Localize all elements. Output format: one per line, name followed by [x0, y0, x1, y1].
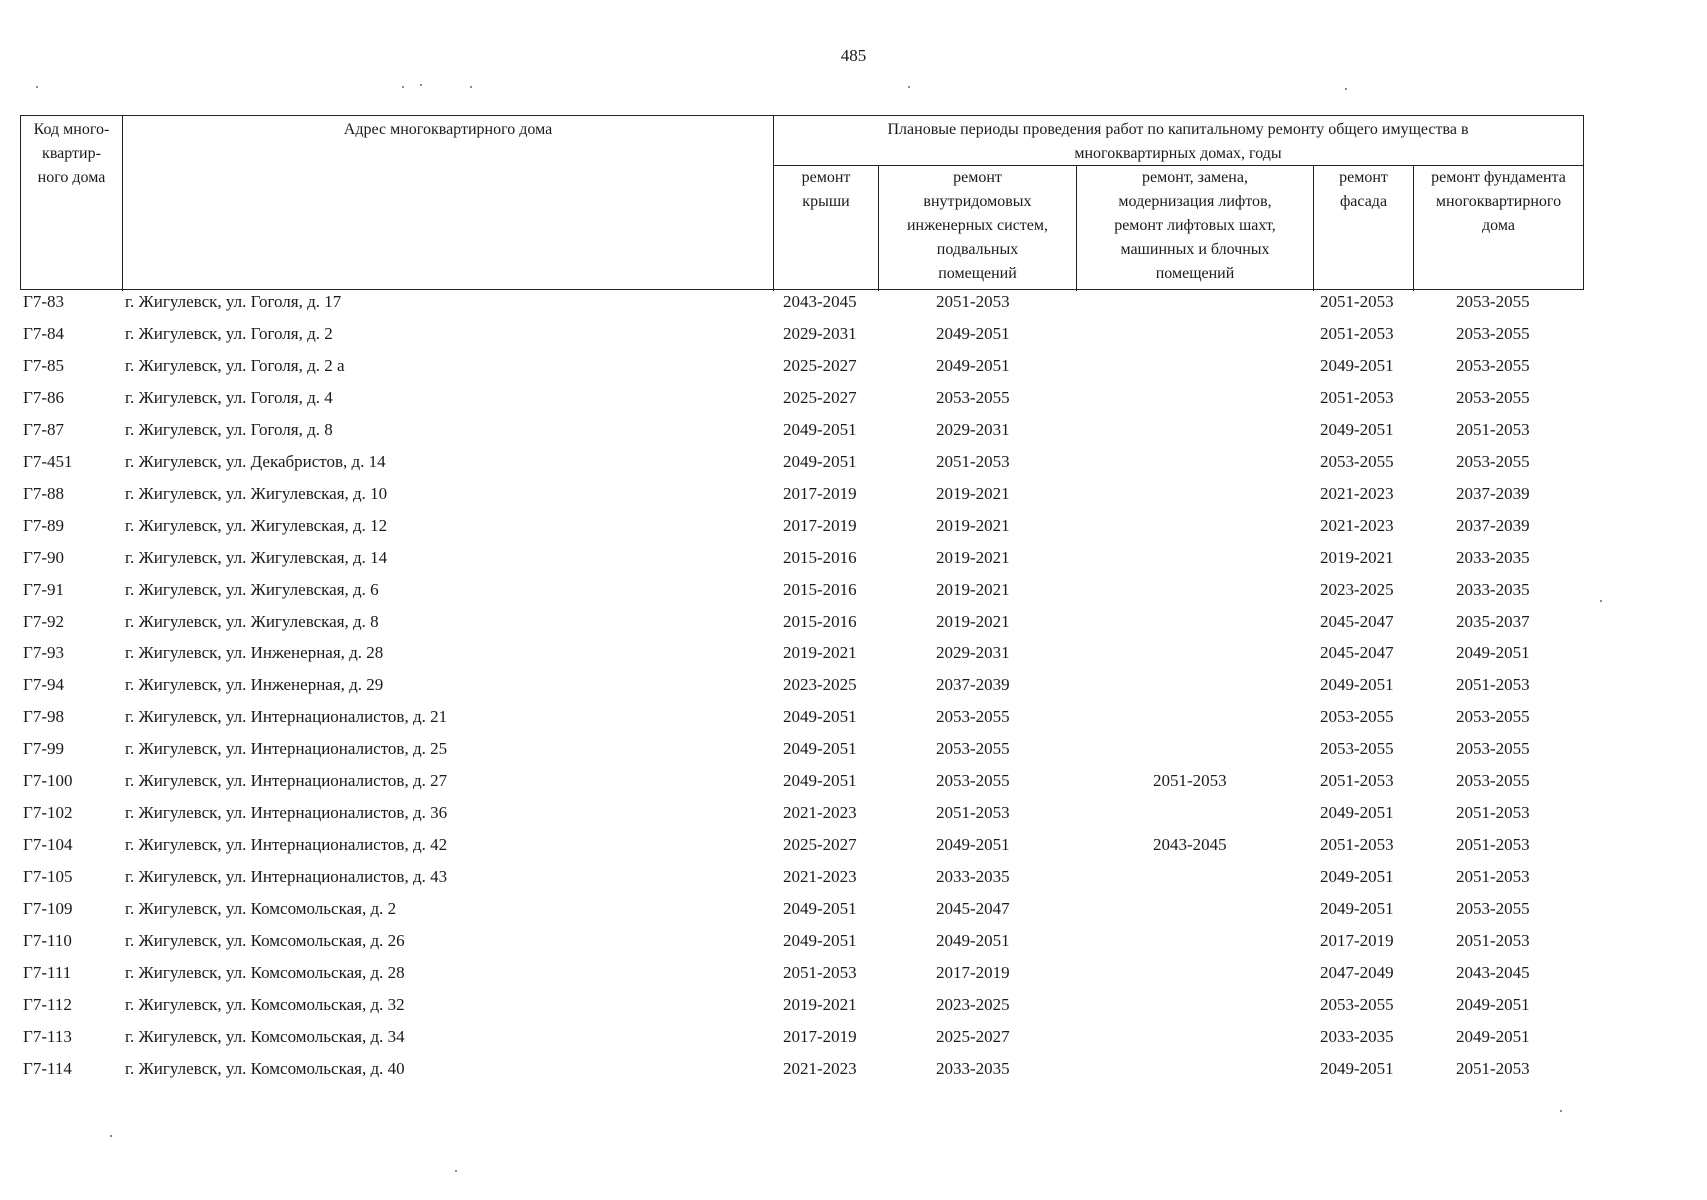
table-row	[0, 961, 1707, 993]
engineering-period: 2029-2031	[936, 643, 1010, 663]
roof-period: 2051-2053	[783, 962, 857, 982]
engineering-period: 2033-2035	[936, 1058, 1010, 1078]
house-code: Г7-104	[23, 835, 73, 855]
engineering-period: 2049-2051	[936, 835, 1010, 855]
table-row	[0, 929, 1707, 961]
facade-period: 2053-2055	[1320, 994, 1394, 1014]
roof-period: 2015-2016	[783, 611, 857, 631]
house-address: г. Жигулевск, ул. Интернационалистов, д. 42	[125, 835, 448, 855]
engineering-period: 2049-2051	[936, 355, 1010, 375]
house-address: г. Жигулевск, ул. Комсомольская, д. 34	[125, 1026, 405, 1046]
header-foundation: ремонт фундамента многоквартирного дома	[1431, 169, 1566, 234]
roof-period: 2049-2051	[783, 419, 857, 439]
house-address: г. Жигулевск, ул. Комсомольская, д. 2	[125, 899, 397, 919]
engineering-period: 2051-2053	[936, 292, 1010, 311]
house-code: Г7-94	[23, 675, 64, 695]
facade-period: 2053-2055	[1320, 451, 1394, 471]
foundation-period: 2035-2037	[1456, 611, 1530, 631]
roof-period: 2049-2051	[783, 707, 857, 727]
house-address: г. Жигулевск, ул. Комсомольская, д. 40	[125, 1058, 405, 1078]
table-row	[0, 1057, 1707, 1089]
engineering-period: 2019-2021	[936, 515, 1010, 535]
engineering-period: 2045-2047	[936, 899, 1010, 919]
house-code: Г7-100	[23, 771, 73, 791]
engineering-period: 2019-2021	[936, 547, 1010, 567]
foundation-period: 2049-2051	[1456, 994, 1530, 1014]
house-address: г. Жигулевск, ул. Жигулевская, д. 12	[125, 515, 388, 535]
engineering-period: 2053-2055	[936, 707, 1010, 727]
roof-period: 2017-2019	[783, 515, 857, 535]
header-lifts: ремонт, замена, модернизация лифтов, ремонт лифтовых шахт, машинных и блочных помещений	[1114, 169, 1276, 282]
house-code: Г7-93	[23, 643, 64, 663]
table-row	[0, 610, 1707, 642]
header-periods: Плановые периоды проведения работ по капитальному ремонту общего имущества в многоквартирных домах, годы	[887, 121, 1469, 162]
house-address: г. Жигулевск, ул. Жигулевская, д. 8	[125, 611, 379, 631]
facade-period: 2021-2023	[1320, 483, 1394, 503]
facade-period: 2045-2047	[1320, 643, 1394, 663]
roof-period: 2021-2023	[783, 1058, 857, 1078]
house-address: г. Жигулевск, ул. Гоголя, д. 8	[125, 419, 333, 439]
house-code: Г7-88	[23, 483, 64, 503]
facade-period: 2019-2021	[1320, 547, 1394, 567]
engineering-period: 2053-2055	[936, 739, 1010, 759]
facade-period: 2049-2051	[1320, 419, 1394, 439]
house-code: Г7-85	[23, 355, 64, 375]
table-row	[0, 290, 1707, 322]
facade-period: 2049-2051	[1320, 1058, 1394, 1078]
engineering-period: 2037-2039	[936, 675, 1010, 695]
house-code: Г7-91	[23, 579, 64, 599]
house-address: г. Жигулевск, ул. Жигулевская, д. 6	[125, 579, 379, 599]
engineering-period: 2029-2031	[936, 419, 1010, 439]
roof-period: 2025-2027	[783, 387, 857, 407]
foundation-period: 2051-2053	[1456, 1058, 1530, 1078]
house-code: Г7-92	[23, 611, 64, 631]
house-code: Г7-113	[23, 1026, 72, 1046]
house-code: Г7-110	[23, 931, 72, 950]
table-row	[0, 1025, 1707, 1057]
engineering-period: 2049-2051	[936, 323, 1010, 343]
house-code: Г7-109	[23, 899, 73, 919]
foundation-period: 2053-2055	[1456, 355, 1530, 375]
engineering-period: 2051-2053	[936, 451, 1010, 471]
table-row	[0, 482, 1707, 514]
facade-period: 2049-2051	[1320, 355, 1394, 375]
engineering-period: 2019-2021	[936, 579, 1010, 599]
house-address: г. Жигулевск, ул. Жигулевская, д. 14	[125, 547, 388, 567]
foundation-period: 2033-2035	[1456, 579, 1530, 599]
foundation-period: 2051-2053	[1456, 803, 1530, 823]
table-row	[0, 514, 1707, 546]
house-address: г. Жигулевск, ул. Гоголя, д. 2	[125, 323, 333, 343]
roof-period: 2017-2019	[783, 483, 857, 503]
foundation-period: 2051-2053	[1456, 867, 1530, 887]
foundation-period: 2051-2053	[1456, 931, 1530, 950]
foundation-period: 2051-2053	[1456, 419, 1530, 439]
header-roof: ремонт крыши	[801, 169, 851, 210]
roof-period: 2025-2027	[783, 835, 857, 855]
house-address: г. Жигулевск, ул. Интернационалистов, д. 43	[125, 867, 448, 887]
page-number: 485	[840, 46, 867, 65]
table-row	[0, 769, 1707, 801]
lifts-period: 2051-2053	[1153, 771, 1227, 791]
roof-period: 2049-2051	[783, 451, 857, 471]
table-row	[0, 705, 1707, 737]
facade-period: 2049-2051	[1320, 899, 1394, 919]
roof-period: 2029-2031	[783, 323, 857, 343]
facade-period: 2051-2053	[1320, 292, 1394, 311]
house-code: Г7-451	[23, 451, 73, 471]
table-row	[0, 354, 1707, 386]
roof-period: 2015-2016	[783, 579, 857, 599]
facade-period: 2049-2051	[1320, 675, 1394, 695]
facade-period: 2053-2055	[1320, 707, 1394, 727]
roof-period: 2043-2045	[783, 292, 857, 311]
house-address: г. Жигулевск, ул. Гоголя, д. 17	[125, 292, 342, 311]
foundation-period: 2053-2055	[1456, 323, 1530, 343]
foundation-period: 2051-2053	[1456, 675, 1530, 695]
facade-period: 2017-2019	[1320, 931, 1394, 950]
house-code: Г7-105	[23, 867, 73, 887]
roof-period: 2025-2027	[783, 355, 857, 375]
header-facade: ремонт фасада	[1339, 169, 1388, 210]
facade-period: 2051-2053	[1320, 323, 1394, 343]
facade-period: 2051-2053	[1320, 835, 1394, 855]
foundation-period: 2051-2053	[1456, 835, 1530, 855]
house-code: Г7-89	[23, 515, 64, 535]
roof-period: 2021-2023	[783, 803, 857, 823]
foundation-period: 2053-2055	[1456, 451, 1530, 471]
table-row	[0, 673, 1707, 705]
house-code: Г7-87	[23, 419, 64, 439]
foundation-period: 2043-2045	[1456, 962, 1530, 982]
roof-period: 2049-2051	[783, 899, 857, 919]
roof-period: 2015-2016	[783, 547, 857, 567]
engineering-period: 2023-2025	[936, 994, 1010, 1014]
house-address: г. Жигулевск, ул. Интернационалистов, д. 27	[125, 771, 448, 791]
house-code: Г7-111	[23, 962, 72, 982]
house-code: Г7-98	[23, 707, 64, 727]
table-row	[0, 833, 1707, 865]
table-row	[0, 993, 1707, 1025]
roof-period: 2019-2021	[783, 994, 857, 1014]
engineering-period: 2049-2051	[936, 931, 1010, 950]
roof-period: 2049-2051	[783, 771, 857, 791]
house-code: Г7-84	[23, 323, 64, 343]
foundation-period: 2053-2055	[1456, 771, 1530, 791]
table-row	[0, 450, 1707, 482]
table-header-frame	[20, 115, 1584, 290]
facade-period: 2033-2035	[1320, 1026, 1394, 1046]
engineering-period: 2025-2027	[936, 1026, 1010, 1046]
table-row	[0, 865, 1707, 897]
table-row	[0, 386, 1707, 418]
facade-period: 2047-2049	[1320, 962, 1394, 982]
facade-period: 2045-2047	[1320, 611, 1394, 631]
roof-period: 2049-2051	[783, 931, 857, 950]
roof-period: 2021-2023	[783, 867, 857, 887]
engineering-period: 2051-2053	[936, 803, 1010, 823]
foundation-period: 2053-2055	[1456, 292, 1530, 311]
house-code: Г7-114	[23, 1058, 72, 1078]
table-row	[0, 322, 1707, 354]
header-engineering: ремонт внутридомовых инженерных систем, подвальных помещений	[906, 169, 1049, 282]
header-code: Код много- квартир- ного дома	[33, 121, 110, 186]
lifts-period: 2043-2045	[1153, 835, 1227, 855]
header-address: Адрес многоквартирного дома	[343, 121, 553, 138]
engineering-period: 2033-2035	[936, 867, 1010, 887]
facade-period: 2051-2053	[1320, 387, 1394, 407]
house-code: Г7-102	[23, 803, 73, 823]
house-address: г. Жигулевск, ул. Интернационалистов, д. 25	[125, 739, 448, 759]
facade-period: 2023-2025	[1320, 579, 1394, 599]
house-address: г. Жигулевск, ул. Инженерная, д. 29	[125, 675, 384, 695]
table-row	[0, 801, 1707, 833]
house-address: г. Жигулевск, ул. Декабристов, д. 14	[125, 451, 386, 471]
foundation-period: 2049-2051	[1456, 643, 1530, 663]
house-address: г. Жигулевск, ул. Инженерная, д. 28	[125, 643, 384, 663]
house-address: г. Жигулевск, ул. Интернационалистов, д. 21	[125, 707, 448, 727]
facade-period: 2051-2053	[1320, 771, 1394, 791]
engineering-period: 2053-2055	[936, 387, 1010, 407]
foundation-period: 2053-2055	[1456, 707, 1530, 727]
facade-period: 2049-2051	[1320, 867, 1394, 887]
facade-period: 2021-2023	[1320, 515, 1394, 535]
foundation-period: 2053-2055	[1456, 739, 1530, 759]
house-code: Г7-112	[23, 994, 72, 1014]
foundation-period: 2053-2055	[1456, 899, 1530, 919]
house-code: Г7-90	[23, 547, 64, 567]
house-address: г. Жигулевск, ул. Гоголя, д. 4	[125, 387, 333, 407]
facade-period: 2049-2051	[1320, 803, 1394, 823]
house-address: г. Жигулевск, ул. Комсомольская, д. 32	[125, 994, 405, 1014]
roof-period: 2017-2019	[783, 1026, 857, 1046]
table-row	[0, 641, 1707, 673]
table-row	[0, 578, 1707, 610]
foundation-period: 2053-2055	[1456, 387, 1530, 407]
engineering-period: 2019-2021	[936, 611, 1010, 631]
house-code: Г7-86	[23, 387, 64, 407]
engineering-period: 2017-2019	[936, 962, 1010, 982]
facade-period: 2053-2055	[1320, 739, 1394, 759]
house-code: Г7-99	[23, 739, 64, 759]
table-row	[0, 418, 1707, 450]
house-address: г. Жигулевск, ул. Интернационалистов, д. 36	[125, 803, 448, 823]
roof-period: 2049-2051	[783, 739, 857, 759]
foundation-period: 2037-2039	[1456, 483, 1530, 503]
house-address: г. Жигулевск, ул. Комсомольская, д. 26	[125, 931, 405, 950]
roof-period: 2023-2025	[783, 675, 857, 695]
table-row	[0, 897, 1707, 929]
table-row	[0, 737, 1707, 769]
table-row	[0, 546, 1707, 578]
house-address: г. Жигулевск, ул. Гоголя, д. 2 а	[125, 355, 345, 375]
house-address: г. Жигулевск, ул. Жигулевская, д. 10	[125, 483, 388, 503]
engineering-period: 2053-2055	[936, 771, 1010, 791]
house-address: г. Жигулевск, ул. Комсомольская, д. 28	[125, 962, 405, 982]
foundation-period: 2033-2035	[1456, 547, 1530, 567]
foundation-period: 2049-2051	[1456, 1026, 1530, 1046]
house-code: Г7-83	[23, 292, 64, 311]
roof-period: 2019-2021	[783, 643, 857, 663]
engineering-period: 2019-2021	[936, 483, 1010, 503]
foundation-period: 2037-2039	[1456, 515, 1530, 535]
